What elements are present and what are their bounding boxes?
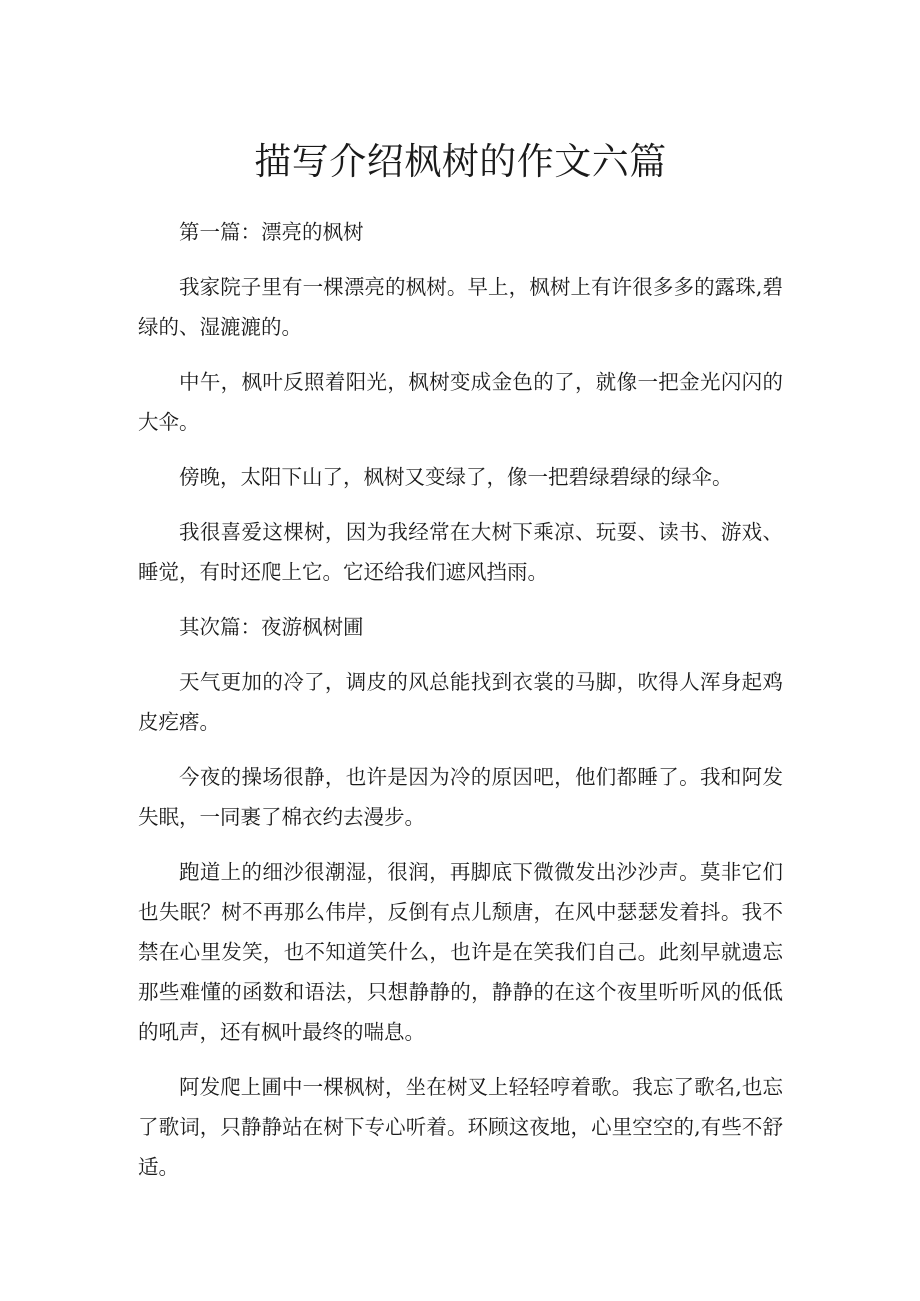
document-title: 描写介绍枫树的作文六篇 (254, 140, 667, 183)
paragraph: 今夜的操场很静，也许是因为冷的原因吧，他们都睡了。我和阿发失眠，一同裹了棉衣约去漫步。 (138, 765, 783, 829)
paragraph: 天气更加的冷了，调皮的风总能找到衣裳的马脚，吹得人浑身起鸡皮疙瘩。 (138, 670, 783, 734)
paragraph: 我很喜爱这棵树，因为我经常在大树下乘凉、玩耍、读书、游戏、睡觉，有时还爬上它。它还给我们遮风挡雨。 (138, 520, 783, 584)
section-heading-2: 其次篇：夜游枫树圃 (179, 615, 364, 639)
paragraph: 中午，枫叶反照着阳光，枫树变成金色的了，就像一把金光闪闪的大伞。 (138, 370, 783, 434)
paragraph: 我家院子里有一棵漂亮的枫树。早上，枫树上有许很多多的露珠,碧绿的、湿漉漉的。 (138, 275, 783, 339)
paragraph: 傍晚，太阳下山了，枫树又变绿了，像一把碧绿碧绿的绿伞。 (179, 465, 733, 489)
paragraph: 跑道上的细沙很潮湿，很润，再脚底下微微发出沙沙声。莫非它们也失眠？树不再那么伟岸，反倒有点儿颓唐，在风中瑟瑟发着抖。我不禁在心里发笑，也不知道笑什么，也许是在笑我们自己。此刻早就遗忘那些难懂的函数和语法，只想静静的，静静的在这个夜里听听风的低低的吼声，还有枫叶最终的喘息。 (138, 860, 783, 1044)
document-body (138, 212, 783, 1187)
section-heading-1: 第一篇：漂亮的枫树 (179, 220, 364, 244)
paragraph: 阿发爬上圃中一棵枫树，坐在树叉上轻轻哼着歌。我忘了歌名,也忘了歌词，只静静站在树下专心听着。环顾这夜地，心里空空的,有些不舒适。 (138, 1075, 783, 1179)
